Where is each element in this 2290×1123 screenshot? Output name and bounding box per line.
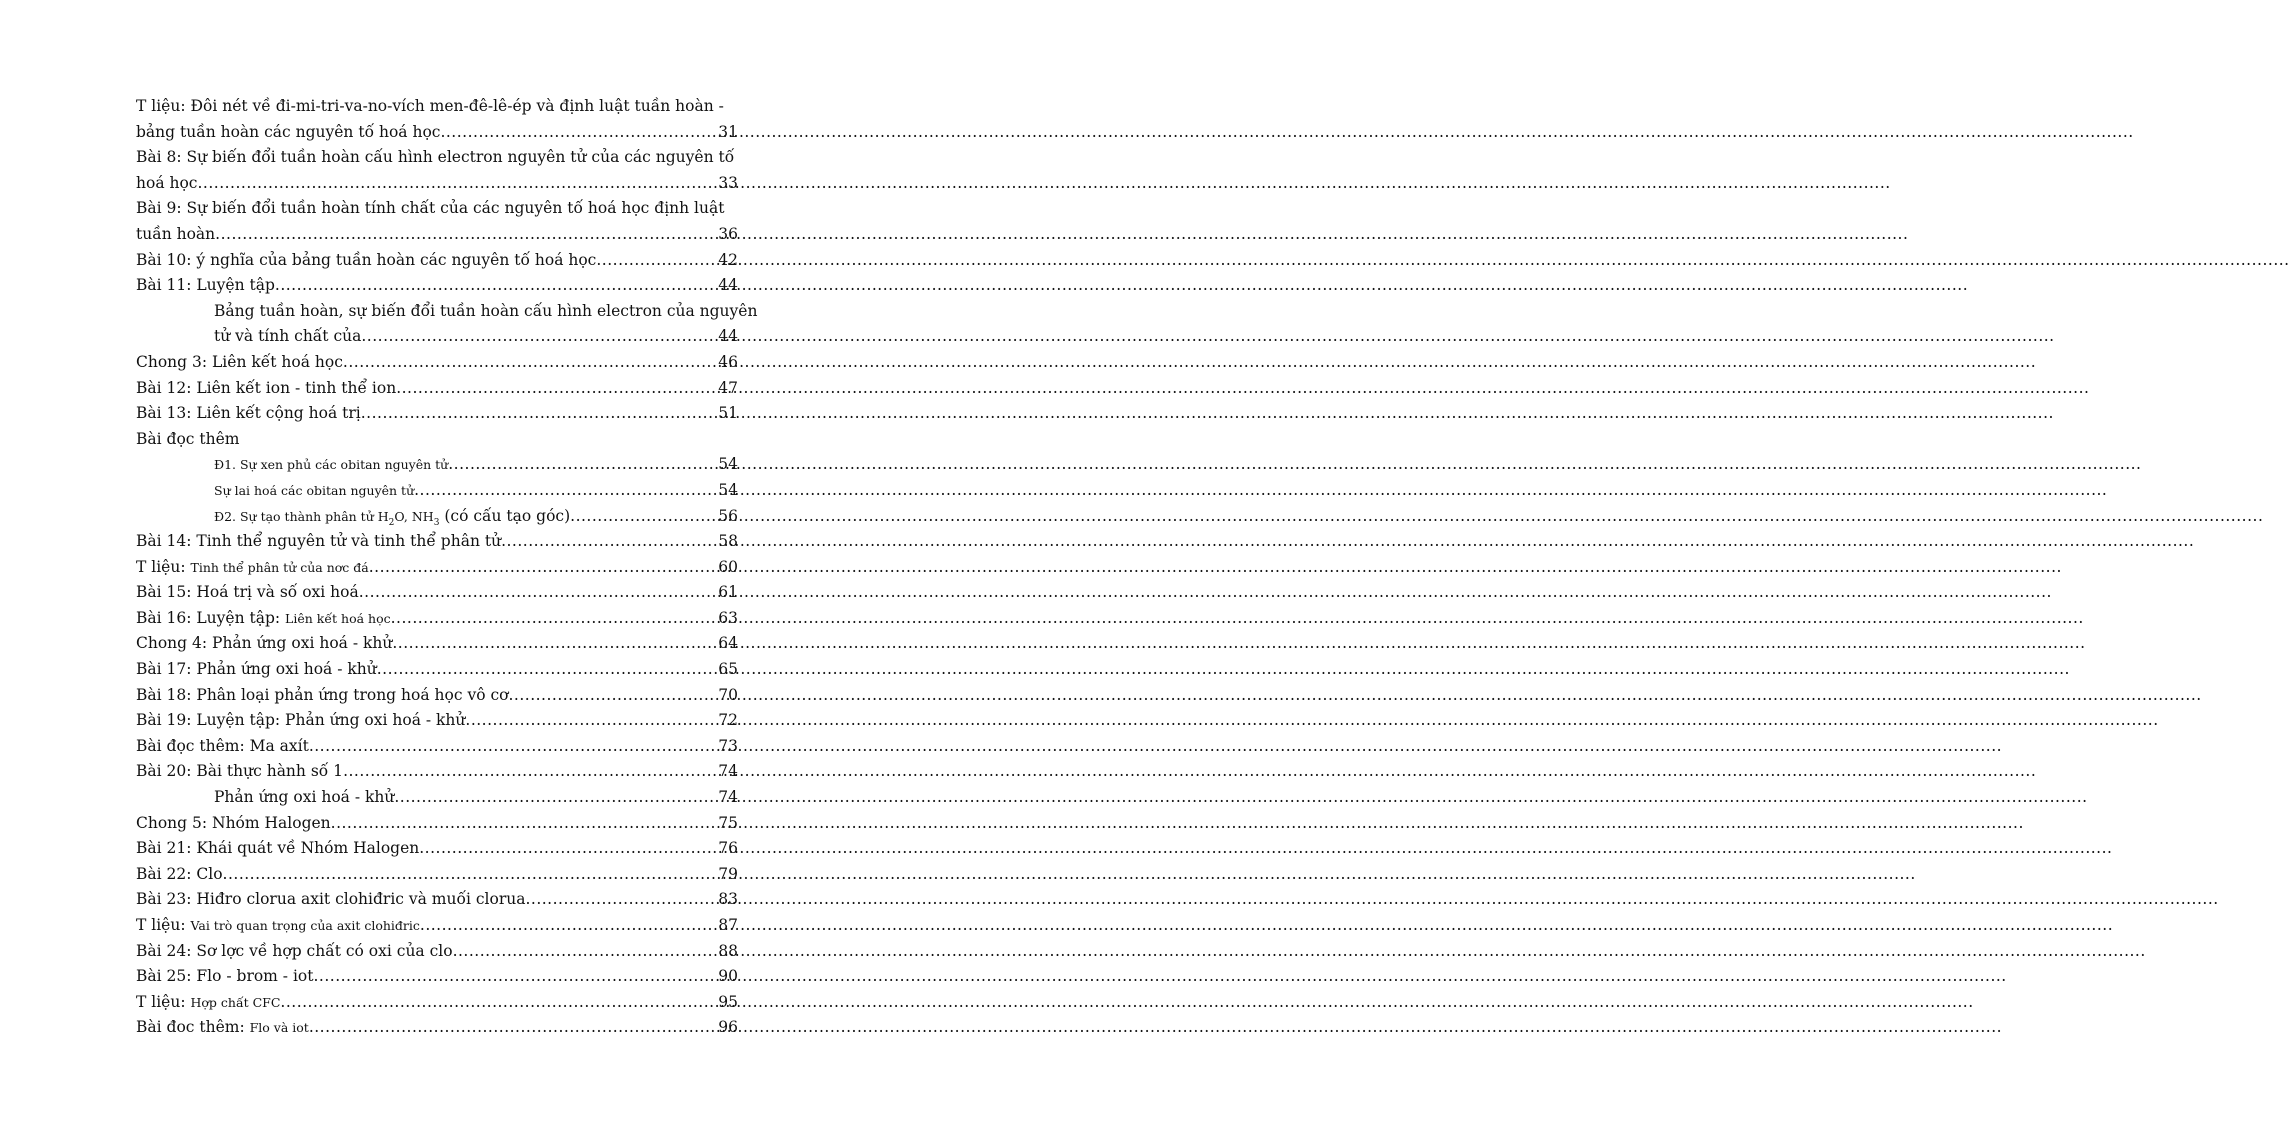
leader-dots [440, 120, 718, 146]
toc-text: Bài 13: Liên kết cộng hoá trị [136, 404, 361, 423]
toc-text: hoá học [136, 173, 198, 192]
toc-entry [136, 452, 738, 478]
toc-text: Bài 22: Clo [136, 864, 223, 883]
toc-line [136, 145, 738, 171]
page-number: 87 [718, 916, 738, 934]
leader-dots [343, 759, 718, 785]
leader-dots [453, 939, 719, 965]
page-number: 75 [718, 813, 738, 832]
toc-text: tử và tính chất của [214, 327, 362, 346]
toc-entry [136, 555, 738, 581]
page-number: 90 [718, 967, 738, 986]
toc-entry [136, 734, 738, 760]
toc-text: Chong 5: Nhóm Halogen [136, 813, 331, 832]
toc-text: Chong 3: Liên kết hoá học [136, 352, 343, 371]
toc-text: Bài 11: Luyện tập [136, 276, 275, 295]
toc-entry [136, 350, 738, 376]
page-number: 33 [718, 173, 738, 192]
page-number: 44 [718, 327, 738, 346]
leader-dots [414, 478, 718, 504]
page-number: 58 [718, 532, 738, 551]
toc-entry [136, 580, 738, 606]
toc-text: Bài 24: Sơ lợc về hợp chất có oxi của clo [136, 941, 453, 960]
page-number: 31 [718, 122, 738, 141]
toc-entry [136, 222, 738, 248]
toc-entry [136, 990, 738, 1016]
page-number: 72 [718, 711, 738, 730]
page-number: 96 [718, 1018, 738, 1037]
leader-dots [570, 504, 718, 530]
toc-text [136, 913, 420, 939]
toc-text: Bài 12: Liên kết ion - tinh thể ion [136, 378, 397, 397]
toc-entry [136, 324, 738, 350]
page-number: 42 [718, 250, 738, 269]
leader-dots [377, 657, 719, 683]
toc-text: Phản ứng oxi hoá - khử [214, 788, 395, 807]
page-number: 36 [718, 224, 738, 243]
toc-text: Bài 21: Khái quát về Nhóm Halogen [136, 839, 420, 858]
page-number: 54 [718, 455, 738, 474]
page-number: 47 [718, 378, 738, 397]
toc-entry [136, 939, 738, 965]
toc-entry [136, 887, 738, 913]
toc-line [136, 299, 758, 325]
leader-dots [309, 734, 718, 760]
page-number: 56 [718, 506, 738, 525]
page-number: 95 [718, 992, 738, 1011]
leader-dots [394, 785, 718, 811]
toc-text: tuần hoàn [136, 224, 216, 243]
toc-text: Bài 19: Luyện tập: Phản ứng oxi hoá - khử [136, 711, 466, 730]
page-number: 46 [718, 352, 738, 371]
toc-entry [136, 529, 738, 555]
toc-text: bảng tuần hoàn các nguyên tố hoá học [136, 122, 441, 141]
page-number: 65 [718, 660, 738, 679]
page-number: 76 [718, 839, 738, 858]
toc-entry [136, 759, 738, 785]
leader-dots [343, 350, 718, 376]
toc-entry [136, 964, 738, 990]
toc-subtitle: Tinh thể phân tử của nơc đá [190, 559, 369, 575]
toc-text: Bài 23: Hiđro clorua axit clohiđric và muối clorua [136, 890, 526, 909]
toc-entry [136, 504, 738, 530]
toc-lead: Bài đoc thêm: [136, 1018, 250, 1037]
leader-dots [331, 811, 719, 837]
page-number: 44 [718, 276, 738, 295]
table-of-contents [136, 94, 758, 1041]
toc-text: Bài 14: Tinh thể nguyên tử và tinh thể phân tử [136, 532, 502, 551]
toc-entry [136, 120, 738, 146]
leader-dots [392, 631, 718, 657]
toc-entry [136, 683, 738, 709]
toc-entry [136, 1015, 738, 1041]
toc-entry [136, 248, 738, 274]
toc-entry [136, 862, 738, 888]
toc-text: Bài 15: Hoá trị và số oxi hoá [136, 583, 359, 602]
toc-text: Bài 25: Flo - brom - iot [136, 967, 314, 986]
toc-text: Bài 20: Bài thực hành số 1 [136, 762, 344, 781]
page-number: 54 [718, 480, 738, 499]
toc-text: Bài 8: Sự biến đổi tuần hoàn cấu hình electron nguyên tử của các nguyên tố [136, 148, 735, 167]
leader-dots [280, 990, 718, 1016]
page-number: 73 [718, 736, 738, 755]
leader-dots [359, 580, 719, 606]
page-number: 83 [718, 890, 738, 909]
toc-text: Sự lai hoá các obitan nguyên tử [214, 482, 415, 498]
toc-entry [136, 913, 738, 939]
page-number: 64 [718, 634, 738, 653]
toc-lead: T liệu: [136, 557, 191, 576]
toc-text: T liệu: Đôi nét về đi-mi-tri-va-no-vích men-đê-lê-ép và định luật tuần hoàn - [136, 97, 724, 115]
leader-dots [275, 273, 718, 299]
leader-dots [223, 862, 719, 888]
page-number: 51 [718, 404, 738, 423]
toc-entry [136, 606, 738, 632]
toc-text [214, 504, 570, 530]
toc-subtitle: Flo và iot [249, 1020, 309, 1036]
document-page [0, 0, 816, 1123]
toc-text: Bảng tuần hoàn, sự biến đổi tuần hoàn cấu hình electron của nguyên [214, 301, 758, 320]
page-number: 70 [718, 685, 738, 704]
page-number: 60 [718, 557, 738, 576]
page-number: 74 [718, 788, 738, 807]
toc-line [136, 94, 738, 120]
toc-line [136, 196, 738, 222]
toc-text [136, 606, 391, 632]
toc-entry [136, 785, 738, 811]
page-number: 88 [718, 941, 738, 960]
leader-dots [361, 401, 719, 427]
leader-dots [396, 376, 718, 402]
leader-dots [596, 248, 718, 274]
leader-dots [525, 887, 718, 913]
leader-dots [465, 708, 718, 734]
page-number: 63 [718, 608, 738, 627]
toc-text: Bài đọc thêm [136, 429, 240, 448]
toc-entry [136, 657, 738, 683]
leader-dots [309, 1015, 718, 1041]
toc-entry [136, 376, 738, 402]
toc-text [136, 1015, 309, 1041]
toc-text: Bài 18: Phân loại phản ứng trong hoá học vô cơ [136, 685, 509, 704]
leader-dots [361, 324, 718, 350]
leader-dots [314, 964, 719, 990]
toc-heading [136, 427, 738, 453]
leader-dots [419, 836, 718, 862]
toc-subtitle: Hợp chất CFC [190, 994, 281, 1010]
toc-entry [136, 401, 738, 427]
toc-subtitle: Vai trò quan trọng của axit clohiđric [190, 918, 420, 933]
formula-mid: O, NH [394, 508, 434, 524]
toc-text: Bài đọc thêm: Ma axít [136, 736, 309, 755]
leader-dots [448, 452, 718, 478]
leader-dots [501, 529, 718, 555]
toc-lead: T liệu: [136, 992, 191, 1011]
toc-entry [136, 478, 738, 504]
page-number: 61 [718, 583, 738, 602]
formula-prefix: Đ2. Sự tạo thành phân tử H [214, 508, 389, 524]
toc-lead: Bài 16: Luyện tập: [136, 608, 286, 627]
leader-dots [369, 555, 719, 581]
leader-dots [197, 171, 718, 197]
leader-dots [420, 913, 718, 939]
leader-dots [508, 683, 718, 709]
toc-entry [136, 836, 738, 862]
toc-text: Chong 4: Phản ứng oxi hoá - khử [136, 634, 393, 653]
toc-text: Bài 9: Sự biến đổi tuần hoàn tính chất của các nguyên tố hoá học định luật [136, 199, 725, 218]
toc-entry [136, 171, 738, 197]
leader-dots [215, 222, 718, 248]
toc-text: Bài 17: Phản ứng oxi hoá - khử [136, 660, 377, 679]
page-number: 79 [718, 864, 738, 883]
toc-entry [136, 811, 738, 837]
leader-dots [391, 606, 719, 632]
subscript: 2 [388, 517, 395, 528]
toc-text [136, 990, 280, 1016]
toc-subtitle: Liên kết hoá học [285, 610, 391, 626]
subscript: 3 [433, 517, 440, 528]
toc-text: Đ1. Sự xen phủ các obitan nguyên tử [214, 457, 449, 473]
toc-text [136, 555, 369, 581]
page-number: 74 [718, 762, 738, 781]
toc-entry [136, 631, 738, 657]
toc-entry [136, 708, 738, 734]
formula-suffix: (có cấu tạo góc) [439, 506, 571, 525]
toc-text: Bài 10: ý nghĩa của bảng tuần hoàn các nguyên tố hoá học [136, 250, 597, 269]
toc-entry [136, 273, 738, 299]
toc-lead: T liệu: [136, 916, 191, 934]
